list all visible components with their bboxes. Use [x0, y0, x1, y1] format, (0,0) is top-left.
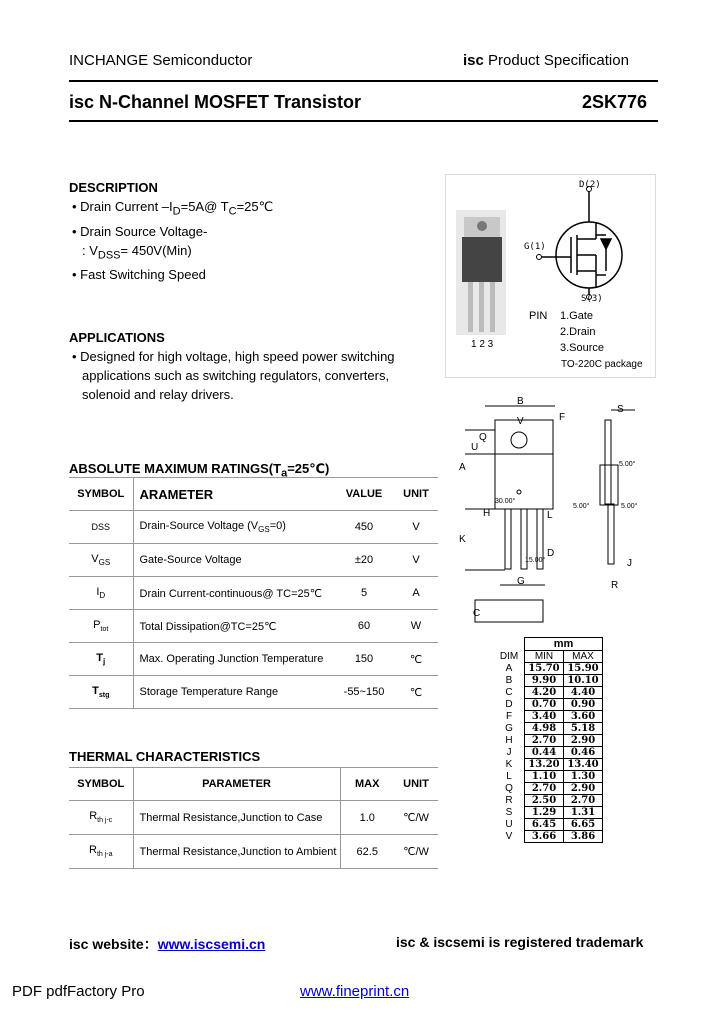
table-row — [69, 544, 438, 577]
label-r: R — [611, 580, 619, 591]
angle-30: 30.00° — [495, 498, 516, 505]
label-b: B — [517, 396, 524, 407]
table-row: L 1.10 1.30 — [494, 771, 603, 783]
angle-15: 15.00° — [525, 557, 546, 564]
thermal-col-unit: UNIT — [394, 768, 438, 801]
thermal-table — [69, 767, 438, 869]
abs-col-unit: UNIT — [394, 478, 438, 511]
table-row — [69, 801, 438, 835]
label-k: K — [459, 534, 466, 545]
dimension-table — [494, 637, 603, 843]
table-row: R 2.50 2.70 — [494, 795, 603, 807]
thermal-symbol: $R_{th j-c}$ — [69, 801, 133, 835]
abs-col-value: VALUE — [334, 478, 394, 511]
thermal-symbol: $R_{th j-a}$ — [69, 835, 133, 869]
pin-label: PIN — [529, 310, 548, 322]
package-illustration — [446, 175, 655, 377]
pdf-factory-label: PDF pdfFactory Pro — [12, 983, 145, 1000]
product-spec-label — [463, 52, 629, 69]
applications-line-2: applications such as switching regulators, converters, — [82, 368, 390, 383]
gate-label: G(1) — [524, 242, 546, 252]
pin-names — [560, 308, 604, 356]
abs-max-table — [69, 477, 438, 709]
package-panel — [445, 174, 656, 378]
table-row — [69, 643, 438, 676]
applications-body — [72, 347, 412, 404]
table-row: F 3.40 3.60 — [494, 711, 603, 723]
label-v: V — [517, 416, 524, 427]
abs-parameter: Total Dissipation@TC=25℃ — [133, 610, 334, 643]
abs-value: -55~150 — [334, 676, 394, 709]
source-label: S(3) — [581, 294, 603, 304]
company-name: INCHANGE Semiconductor — [69, 52, 253, 69]
part-number: 2SK776 — [582, 92, 648, 112]
table-row — [69, 577, 438, 610]
label-a: A — [459, 462, 466, 473]
description-heading: DESCRIPTION — [69, 180, 158, 195]
abs-unit: V — [394, 544, 438, 577]
label-d: D — [547, 548, 555, 559]
table-row: H 2.70 2.90 — [494, 735, 603, 747]
abs-unit: W — [394, 610, 438, 643]
isc-brand: isc — [463, 52, 484, 69]
abs-symbol: DSS — [69, 511, 133, 544]
thermal-col-parameter: PARAMETER — [133, 768, 340, 801]
thermal-heading: THERMAL CHARACTERISTICS — [69, 749, 261, 764]
abs-unit: A — [394, 577, 438, 610]
angle-5b: 5.00° — [573, 503, 590, 510]
abs-parameter: Storage Temperature Range — [133, 676, 334, 709]
header-rule-bottom — [69, 120, 658, 122]
table-row: D 0.70 0.90 — [494, 699, 603, 711]
label-s: S — [617, 404, 624, 415]
abs-symbol: $V_{GS}$ — [69, 544, 133, 577]
angle-5c: 5.00° — [621, 503, 638, 510]
abs-value: 150 — [334, 643, 394, 676]
table-row: A 15.70 15.90 — [494, 663, 603, 675]
table-row: K 13.20 13.40 — [494, 759, 603, 771]
dim-col-dim: DIM — [499, 651, 519, 662]
drain-label: D(2) — [579, 180, 601, 190]
abs-symbol: $P_{tot}$ — [69, 610, 133, 643]
table-row: G 4.98 5.18 — [494, 723, 603, 735]
thermal-unit: ℃/W — [394, 835, 438, 869]
transistor-photo — [456, 210, 506, 335]
thermal-parameter: Thermal Resistance,Junction to Case — [133, 801, 340, 835]
mechanical-drawing — [445, 390, 655, 660]
abs-max-header-row — [69, 478, 438, 511]
abs-value: 450 — [334, 511, 394, 544]
table-row: B 9.90 10.10 — [494, 675, 603, 687]
table-row: V 3.66 3.86 — [494, 831, 603, 843]
thermal-col-max: MAX — [340, 768, 394, 801]
abs-max-heading: ABSOLUTE MAXIMUM $RATINGS(T_a=25℃)$ — [69, 461, 330, 480]
thermal-header-row — [69, 768, 438, 801]
dim-col-max: MAX — [564, 651, 603, 663]
pin-3: 3.Source — [560, 342, 605, 354]
trademark-notice: isc & iscsemi is registered trademark — [396, 934, 644, 950]
description-line-4: • Fast Switching Speed — [72, 267, 206, 283]
pin-list — [529, 308, 547, 324]
angle-5a: 5.00° — [619, 461, 636, 468]
label-h: H — [483, 508, 491, 519]
product-spec-text: Product Specification — [483, 52, 629, 69]
table-row: U 6.45 6.65 — [494, 819, 603, 831]
abs-value: 5 — [334, 577, 394, 610]
label-u: U — [471, 442, 479, 453]
page-title: isc N-Channel MOSFET Transistor — [69, 92, 362, 112]
table-row — [69, 511, 438, 544]
description-line-3: : $V_{DSS}= 450V(Min)$ — [82, 242, 192, 262]
thermal-unit: ℃/W — [394, 801, 438, 835]
table-row — [69, 835, 438, 869]
abs-parameter: Gate-Source Voltage — [133, 544, 334, 577]
table-row: Q 2.70 2.90 — [494, 783, 603, 795]
dim-unit: mm — [525, 638, 603, 651]
label-g: G — [517, 576, 525, 587]
table-row — [69, 610, 438, 643]
description-line-2: • Drain Source Voltage- — [72, 223, 208, 239]
abs-parameter: Drain Current-continuous@ TC=25℃ — [133, 577, 334, 610]
table-row: J 0.44 0.46 — [494, 747, 603, 759]
description-line-1: • Drain Current $-I_D=5A@$ $T_C=25℃$ — [72, 199, 274, 218]
thermal-col-symbol: SYMBOL — [69, 768, 133, 801]
website-link[interactable]: www.iscsemi.cn — [157, 936, 266, 952]
label-f: F — [559, 412, 566, 423]
thermal-max: 62.5 — [340, 835, 394, 869]
abs-parameter: Drain-Source Voltage $(V_{GS}=0)$ — [133, 511, 334, 544]
abs-symbol: $T_{stg}$ — [69, 676, 133, 709]
description-body — [72, 197, 402, 284]
abs-value: ±20 — [334, 544, 394, 577]
applications-line-1: • Designed for high voltage, high speed power switching — [72, 349, 395, 364]
abs-col-parameter: ARAMETER — [133, 478, 334, 511]
abs-symbol: $I_D$ — [69, 577, 133, 610]
website-footer — [69, 934, 265, 954]
dim-col-min: MIN — [525, 651, 564, 663]
abs-unit: ℃ — [394, 676, 438, 709]
thermal-max: 1.0 — [340, 801, 394, 835]
abs-unit: V — [394, 511, 438, 544]
pin-1: 1.Gate — [560, 310, 594, 322]
mosfet-symbol — [541, 191, 622, 295]
dim-unit-row — [494, 638, 603, 651]
applications-heading: APPLICATIONS — [69, 330, 165, 345]
abs-parameter: Max. Operating Junction Temperature — [133, 643, 334, 676]
applications-line-3: solenoid and relay drivers. — [82, 387, 234, 402]
table-row: S 1.29 1.31 — [494, 807, 603, 819]
label-c: C — [473, 608, 481, 619]
website-label: isc website： — [69, 936, 158, 952]
label-j: J — [627, 558, 632, 569]
pin-2: 2.Drain — [560, 326, 596, 338]
abs-unit: ℃ — [394, 643, 438, 676]
abs-value: 60 — [334, 610, 394, 643]
table-row: C 4.20 4.40 — [494, 687, 603, 699]
header-rule-top — [69, 80, 658, 82]
dim-header-row — [494, 651, 603, 663]
abs-symbol: $T_j$ — [69, 643, 133, 676]
pin-numbers-label: 1 2 3 — [471, 339, 494, 350]
outline-drawing — [445, 390, 655, 660]
abs-col-symbol: SYMBOL — [69, 478, 133, 511]
label-l: L — [547, 510, 553, 521]
thermal-parameter: Thermal Resistance,Junction to Ambient — [133, 835, 340, 869]
package-name: TO-220C package — [561, 359, 643, 370]
table-row — [69, 676, 438, 709]
fineprint-link[interactable]: www.fineprint.cn — [300, 983, 410, 1000]
label-q: Q — [479, 432, 487, 443]
